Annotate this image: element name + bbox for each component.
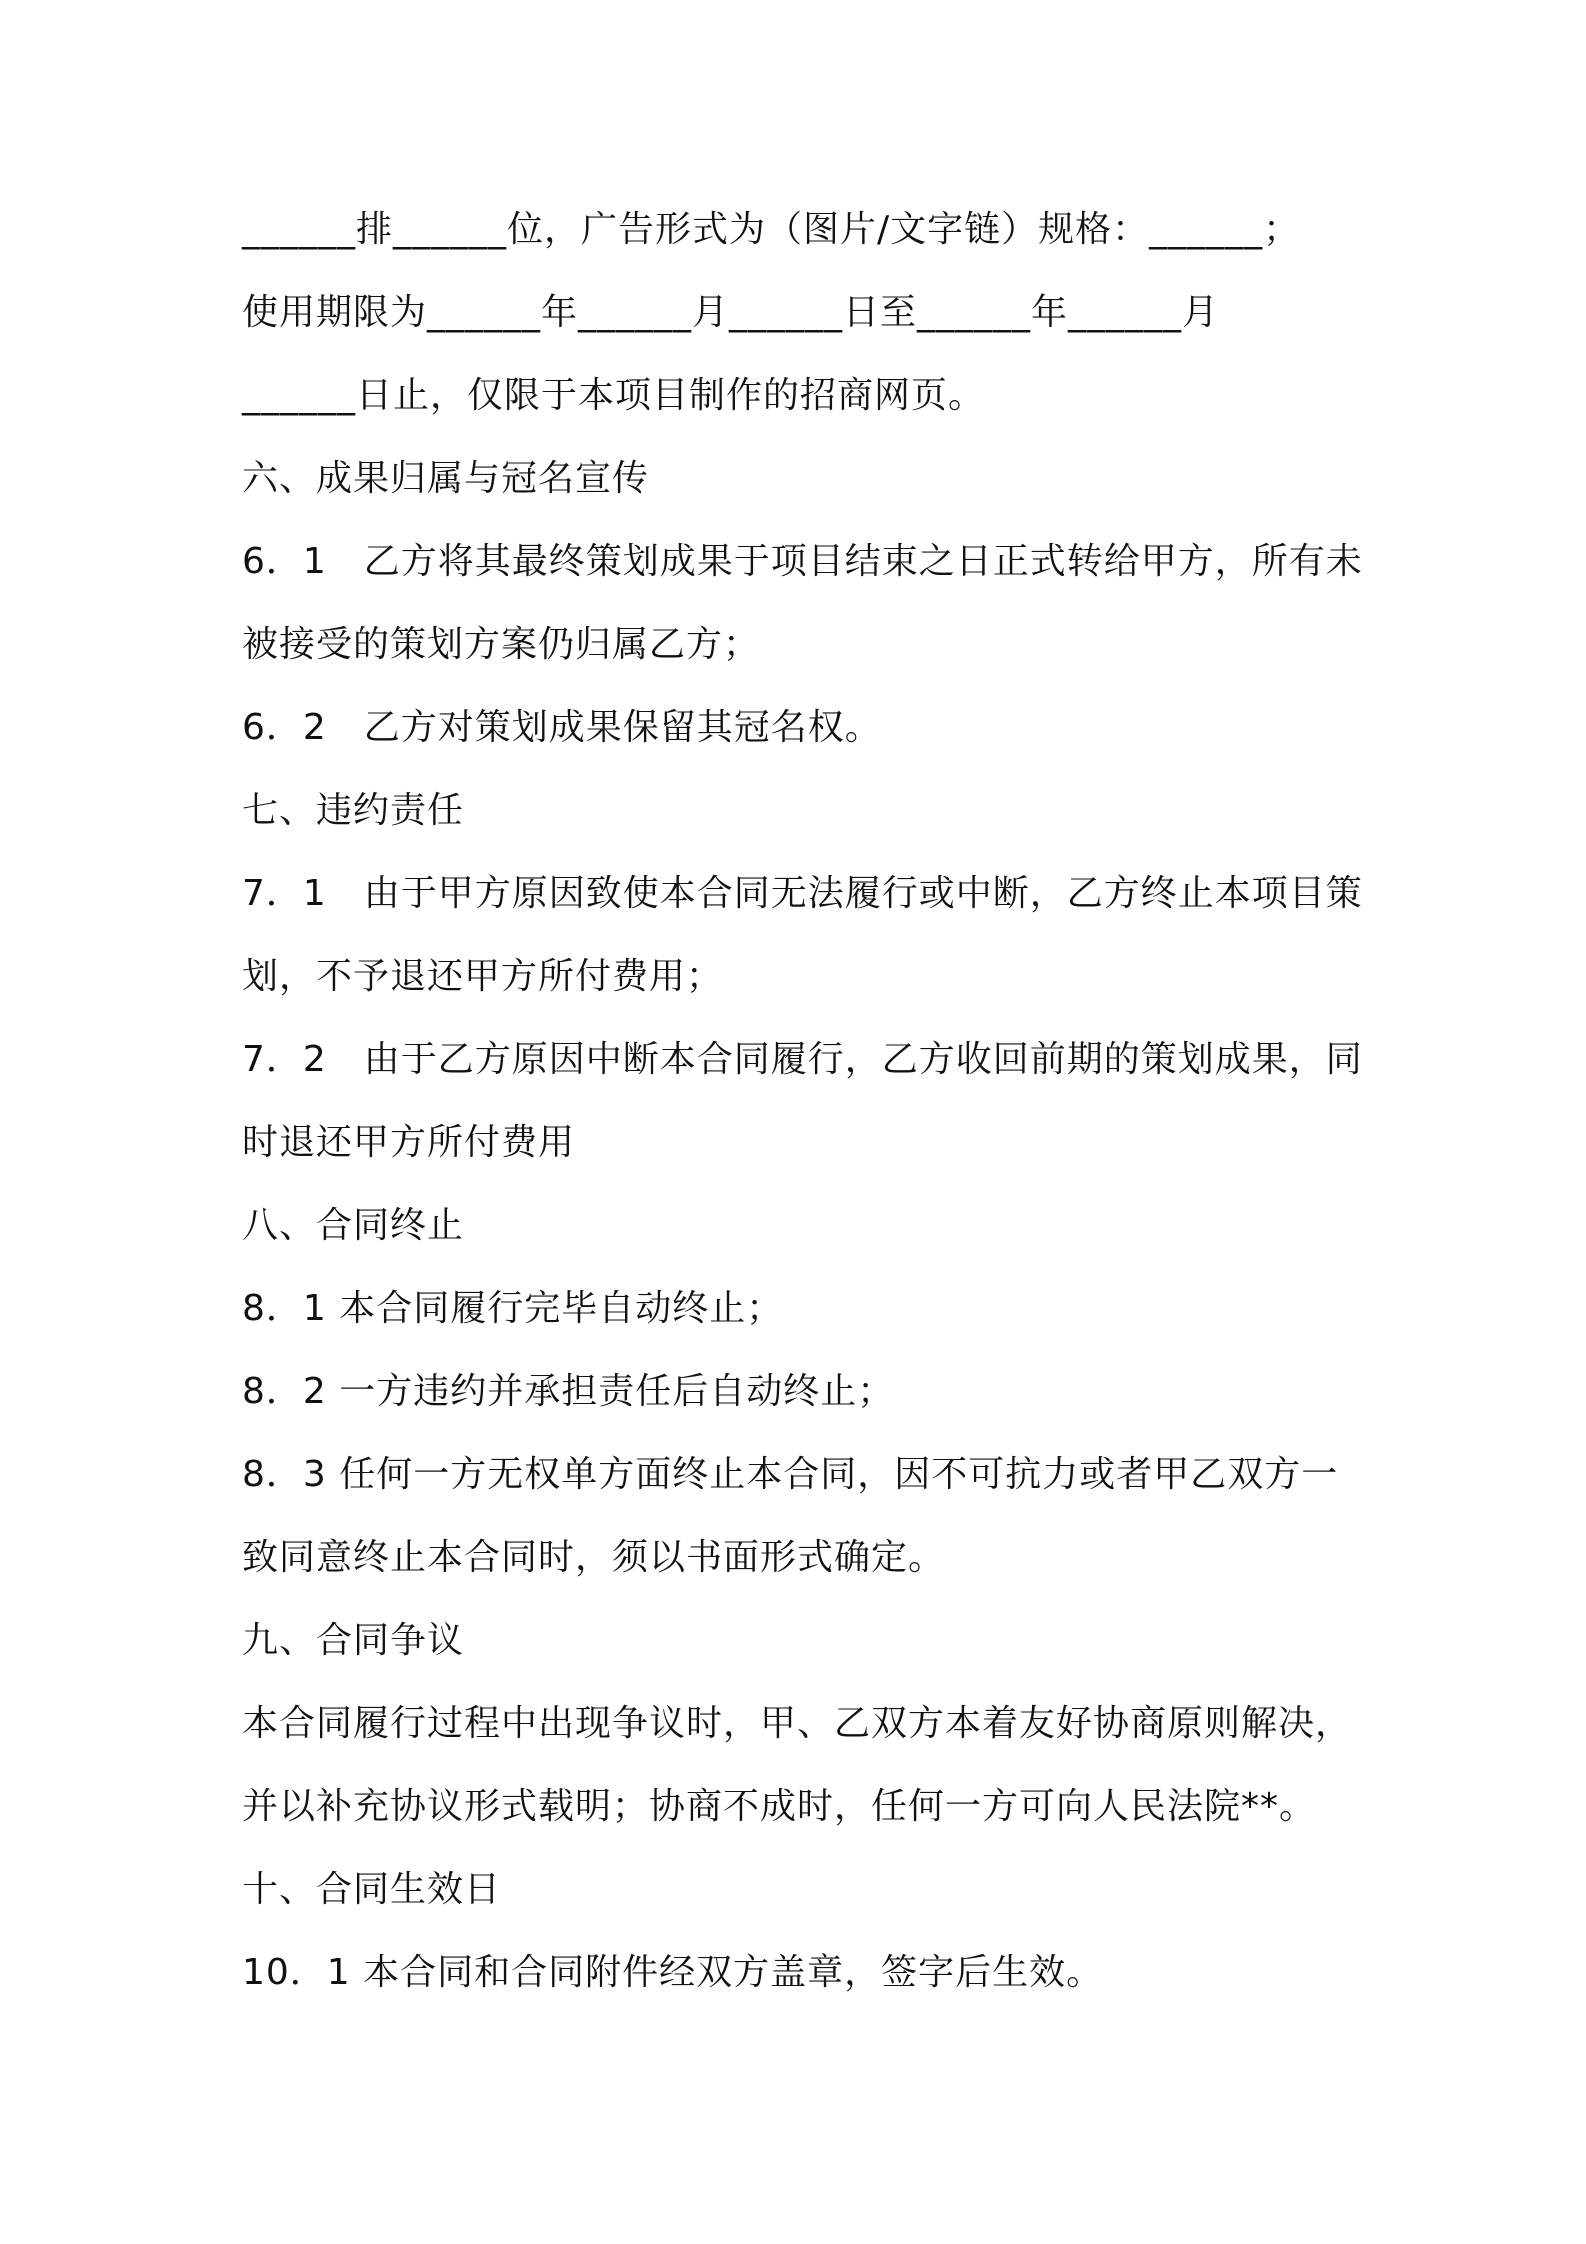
clause-6-1-cont: 被接受的策划方案仍归属乙方； bbox=[242, 624, 761, 665]
section-heading-7: 七、违约责任 bbox=[242, 790, 465, 831]
clause-7-1: 7．1 由于甲方原因致使本合同无法履行或中断，乙方终止本项目策 bbox=[242, 873, 1363, 914]
dispute-paragraph-cont: 并以补充协议形式载明；协商不成时，任何一方可向人民法院**。 bbox=[242, 1786, 1317, 1827]
clause-7-1-cont: 划，不予退还甲方所付费用； bbox=[242, 956, 724, 997]
clause-6-2: 6．2 乙方对策划成果保留其冠名权。 bbox=[242, 707, 882, 748]
section-heading-8: 八、合同终止 bbox=[242, 1205, 465, 1246]
section-heading-10: 十、合同生效日 bbox=[242, 1869, 502, 1910]
clause-7-2-cont: 时退还甲方所付费用 bbox=[242, 1122, 576, 1163]
clause-8-2: 8．2 一方违约并承担责任后自动终止； bbox=[242, 1371, 895, 1412]
usage-period-line: 使用期限为______年______月______日至______年______月 bbox=[242, 292, 1220, 333]
section-heading-6: 六、成果归属与冠名宣传 bbox=[242, 458, 650, 499]
clause-8-3: 8．3 任何一方无权单方面终止本合同，因不可抗力或者甲乙双方一 bbox=[242, 1454, 1339, 1495]
clause-8-3-cont: 致同意终止本合同时，须以书面形式确定。 bbox=[242, 1537, 946, 1578]
clause-7-2: 7．2 由于乙方原因中断本合同履行，乙方收回前期的策划成果，同 bbox=[242, 1039, 1363, 1080]
ad-spec-line: ______排______位，广告形式为（图片/文字链）规格：______； bbox=[242, 209, 1301, 250]
clause-10-1: 10．1 本合同和合同附件经双方盖章，签字后生效。 bbox=[242, 1952, 1104, 1993]
clause-8-1: 8．1 本合同履行完毕自动终止； bbox=[242, 1288, 784, 1329]
clause-6-1: 6．1 乙方将其最终策划成果于项目结束之日正式转给甲方，所有未 bbox=[242, 541, 1363, 582]
usage-period-end-line: ______日止，仅限于本项目制作的招商网页。 bbox=[242, 375, 986, 416]
section-heading-9: 九、合同争议 bbox=[242, 1620, 465, 1661]
dispute-paragraph: 本合同履行过程中出现争议时，甲、乙双方本着友好协商原则解决， bbox=[242, 1703, 1353, 1744]
